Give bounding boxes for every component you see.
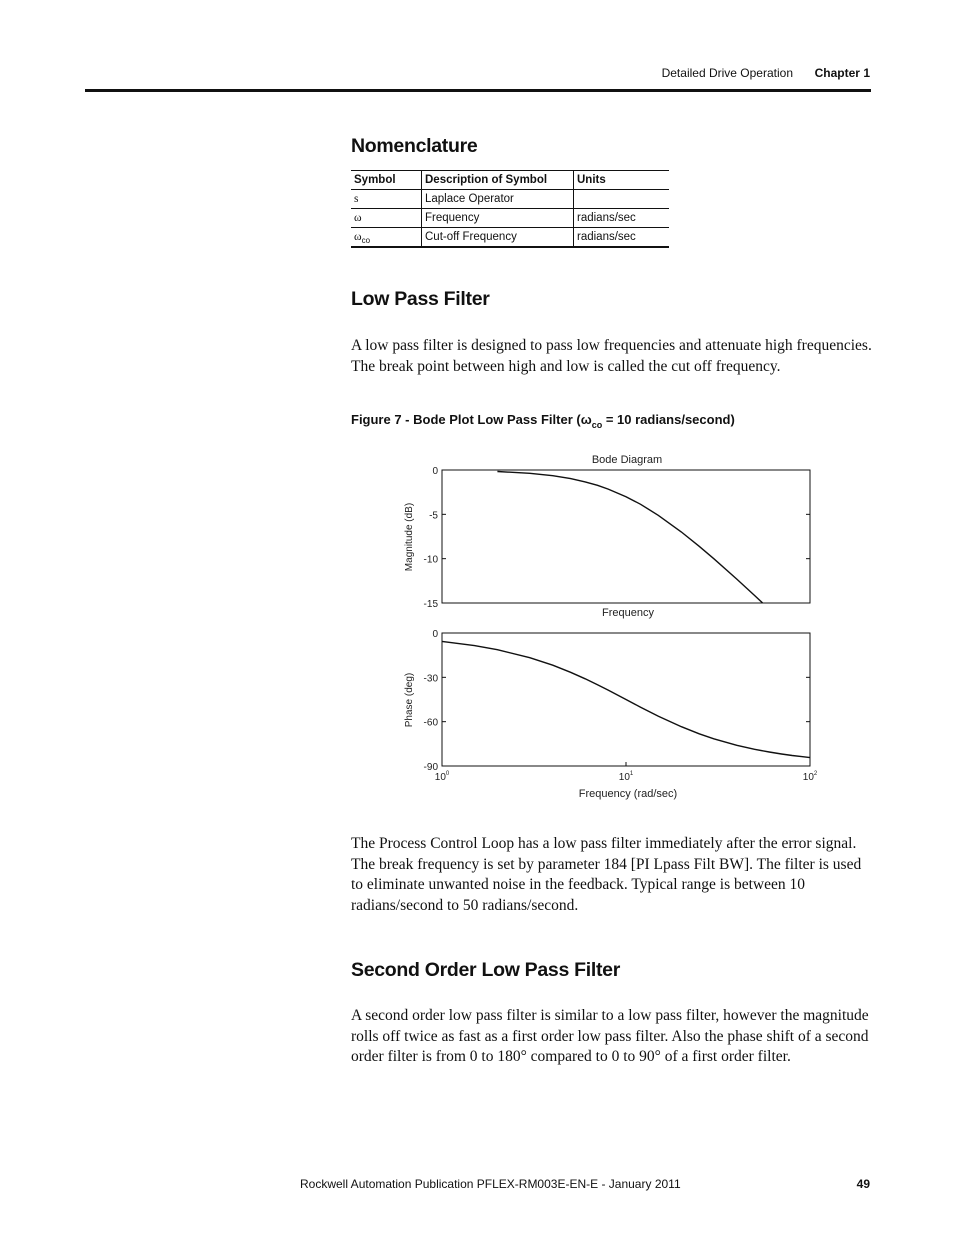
paragraph-text: The Process Control Loop has a low pass filter immediately after the error signal. The break frequency is set by parameter 184 [PI Lpass Filt BW]. The filter is used to eliminate unwanted noise in the feedback. Typical range is between 10 radians/second to 50 radians/second. <box>351 835 862 914</box>
running-header-chapter: Chapter 1 <box>814 66 870 80</box>
phase-x-axis-label: Frequency (rad/sec) <box>578 788 678 800</box>
phase-x-tick-label <box>619 771 634 783</box>
table-header-row <box>351 171 669 190</box>
phase-y-tick-label: -30 <box>423 673 438 685</box>
paragraph-text: A low pass filter is designed to pass low frequencies and attenuate high frequencies. The break point between high and low is called the cut off frequency. <box>351 337 872 375</box>
second-order-paragraph <box>351 1006 876 1068</box>
header-rule <box>85 89 871 92</box>
symbol-cell: ω <box>351 209 422 228</box>
description-cell: Cut-off Frequency <box>422 228 574 248</box>
footer-publication: Rockwell Automation Publication PFLEX-RM003E-EN-E - January 2011 <box>300 1177 681 1191</box>
tick-exponent: 1 <box>629 771 634 777</box>
units-cell <box>574 190 670 209</box>
magnitude-y-axis-label: Magnitude (dB) <box>404 502 415 572</box>
running-header-section: Detailed Drive Operation <box>661 66 793 80</box>
phase-y-ticks <box>424 629 810 773</box>
symbol-cell <box>351 228 422 248</box>
phase-plot <box>404 629 818 800</box>
table-row <box>351 228 669 248</box>
table-row <box>351 209 669 228</box>
phase-x-tick-label <box>803 771 818 783</box>
symbol-cell: s <box>351 190 422 209</box>
column-header-symbol: Symbol <box>351 171 422 190</box>
process-control-paragraph <box>351 834 876 916</box>
page-number: 49 <box>856 1177 870 1191</box>
phase-x-tick-label <box>435 771 450 783</box>
tick-exponent: 2 <box>813 771 818 777</box>
magnitude-y-tick-label: -5 <box>429 510 438 522</box>
table-row <box>351 190 669 209</box>
magnitude-plot <box>404 466 810 619</box>
description-cell: Laplace Operator <box>422 190 574 209</box>
units-cell: radians/sec <box>574 209 670 228</box>
nomenclature-heading: Nomenclature <box>351 135 478 157</box>
description-cell: Frequency <box>422 209 574 228</box>
phase-x-ticks <box>435 762 818 783</box>
bode-plot <box>395 448 825 808</box>
caption-subscript: co <box>591 420 603 430</box>
magnitude-x-axis-label: Frequency <box>602 607 654 619</box>
magnitude-curve <box>497 472 762 604</box>
tick-base: 10 <box>618 772 630 783</box>
column-header-units: Units <box>574 171 670 190</box>
phase-y-axis-label: Phase (deg) <box>404 672 415 728</box>
chart-title: Bode Diagram <box>591 454 663 466</box>
symbol-subscript: co <box>361 236 371 245</box>
caption-text: Figure 7 - Bode Plot Low Pass Filter (ω <box>351 412 592 427</box>
tick-exponent: 0 <box>445 771 450 777</box>
tick-base: 10 <box>802 772 814 783</box>
second-order-heading: Second Order Low Pass Filter <box>351 959 621 981</box>
phase-y-tick-label: 0 <box>432 629 438 640</box>
low-pass-filter-heading: Low Pass Filter <box>351 288 490 310</box>
magnitude-y-tick-label: -10 <box>423 554 438 566</box>
column-header-description: Description of Symbol <box>422 171 574 190</box>
magnitude-plot-frame <box>442 470 810 603</box>
figure-caption <box>351 412 735 430</box>
magnitude-y-tick-label: 0 <box>432 466 438 477</box>
magnitude-y-tick-label: -15 <box>423 599 438 610</box>
magnitude-y-ticks <box>424 466 810 610</box>
nomenclature-table <box>351 170 669 248</box>
symbol-main: ω <box>354 231 362 243</box>
low-pass-filter-paragraph <box>351 336 876 377</box>
units-cell: radians/sec <box>574 228 670 248</box>
caption-text-end: = 10 radians/second) <box>602 412 735 427</box>
phase-y-tick-label: -90 <box>423 762 438 773</box>
phase-y-tick-label: -60 <box>423 717 438 729</box>
phase-curve <box>442 641 810 757</box>
tick-base: 10 <box>434 772 446 783</box>
paragraph-text: A second order low pass filter is similar to a low pass filter, however the magnitude rolls off twice as fast as a first order low pass filter. Also the phase shift of a second order filter is from 0 to 180° compared to 0 to 90° of a first order filter. <box>351 1007 869 1065</box>
